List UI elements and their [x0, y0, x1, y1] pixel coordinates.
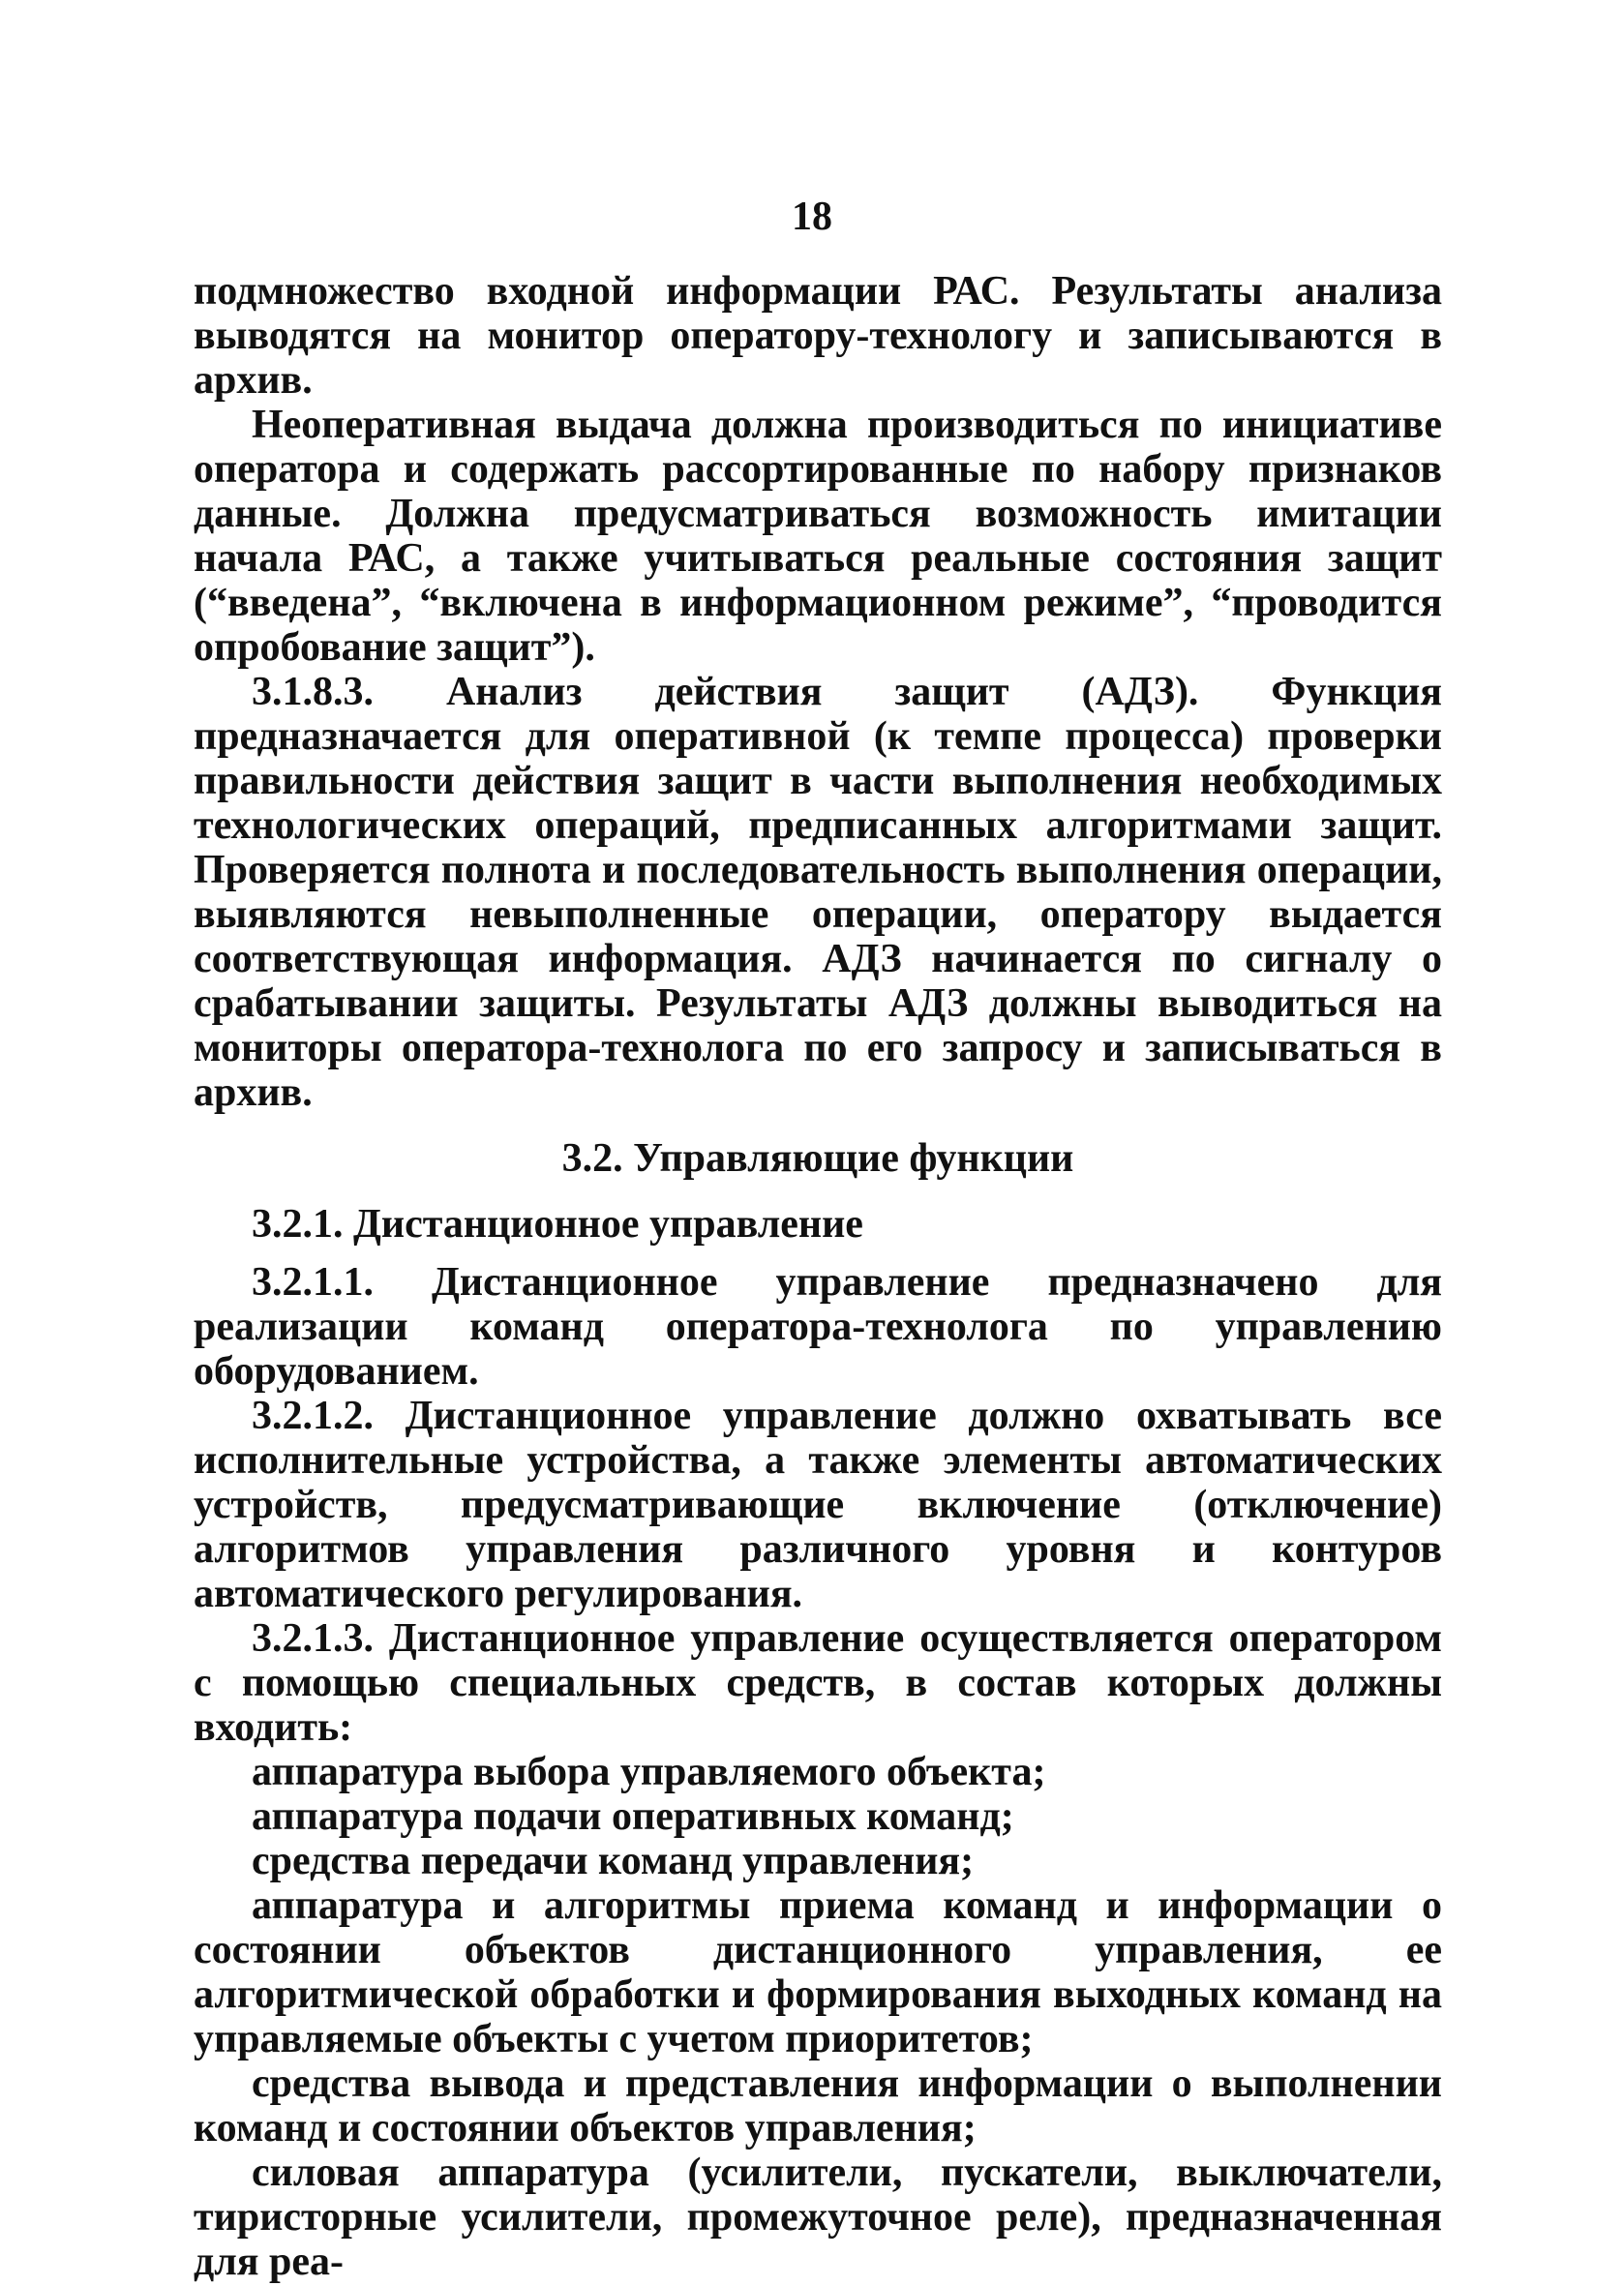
list-item: силовая аппаратура (усилители, пускатели, выключатели, тиристорные усилители, промежуточное реле), предназначенная для реа-	[194, 2151, 1442, 2284]
paragraph-continuation: подмножество входной информации РАС. Результаты анализа выводятся на монитор оператору-технологу и записываются в архив.	[194, 269, 1442, 403]
clause-3-2-1-1: 3.2.1.1. Дистанционное управление предназначено для реализации команд оператора-технолога по управлению оборудованием.	[194, 1260, 1442, 1394]
paragraph-nonoperative-output: Неоперативная выдача должна производиться по инициативе оператора и содержать рассортированные по набору признаков данные. Должна предусматриваться возможность имитации начала РАС, а также учитываться реальные состояния защит (“введена”, “включена в информационном режиме”, “проводится опробование защит”).	[194, 403, 1442, 670]
list-item: аппаратура подачи оперативных команд;	[252, 1794, 1014, 1839]
list-item: аппаратура и алгоритмы приема команд и информации о состоянии объектов дистанционного управления, ее алгоритмической обработки и формирования выходных команд на управляемые объекты с учетом приоритетов;	[194, 1883, 1442, 2061]
section-heading: 3.2. Управляющие функции	[561, 1136, 1074, 1181]
clause-3-2-1-2: 3.2.1.2. Дистанционное управление должно охватывать все исполнительные устройства, а также элементы автоматических устройств, предусматривающие включение (отключение) алгоритмов управления различного уровня и контуров автоматического регулирования.	[194, 1394, 1442, 1616]
list-item: средства передачи команд управления;	[252, 1839, 975, 1883]
clause-3-2-1-3: 3.2.1.3. Дистанционное управление осуществляется оператором с помощью специальных средств, в состав которых должны входить:	[194, 1616, 1442, 1750]
body-text	[194, 269, 1442, 2284]
list-item: аппаратура выбора управляемого объекта;	[252, 1750, 1046, 1794]
subsection-heading: 3.2.1. Дистанционное управление	[252, 1202, 863, 1247]
paragraph-protection-analysis: 3.1.8.3. Анализ действия защит (АДЗ). Функция предназначается для оперативной (к темпе процесса) проверки правильности действия защит в части выполнения необходимых технологических операций, предписанных алгоритмами защит. Проверяется полнота и последовательность выполнения операции, выявляются невыполненные операции, оператору выдается соответствующая информация. АДЗ начинается по сигналу о срабатывании защиты. Результаты АДЗ должны выводиться на мониторы оператора-технолога по его запросу и записываться в архив.	[194, 670, 1442, 1115]
list-item: средства вывода и представления информации о выполнении команд и состоянии объектов управления;	[194, 2061, 1442, 2151]
page-number: 18	[792, 195, 832, 239]
